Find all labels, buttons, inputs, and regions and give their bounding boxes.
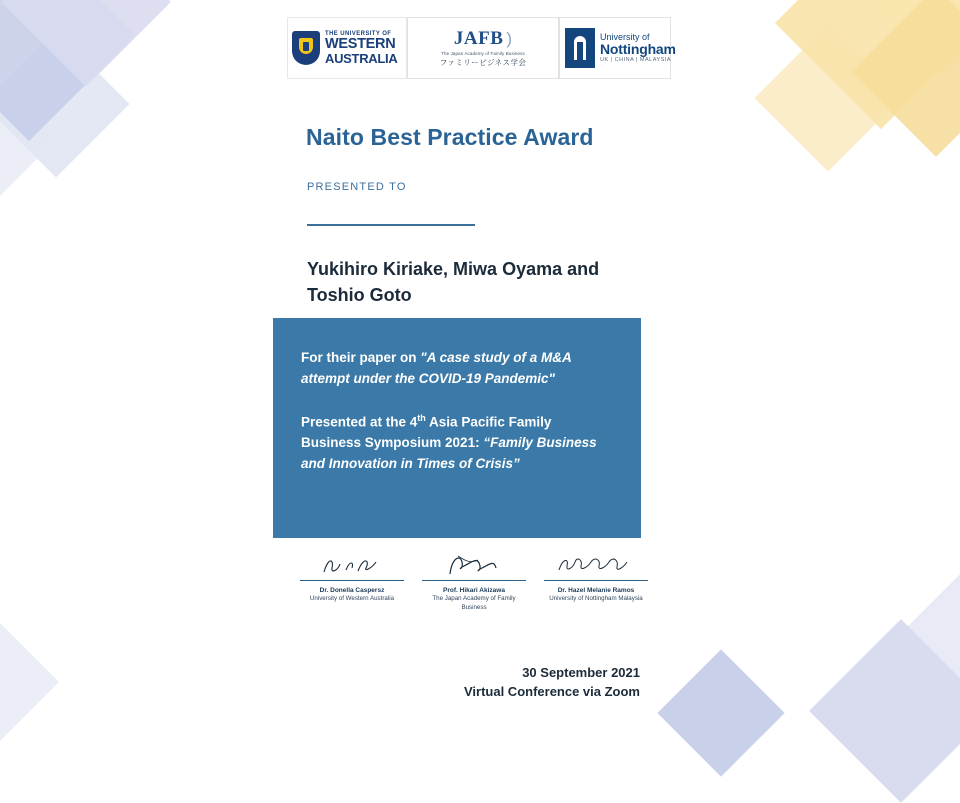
- uwa-logo-line1: THE UNIVERSITY OF: [325, 30, 392, 37]
- page-title: Naito Best Practice Award: [306, 124, 594, 150]
- citation-event-ordinal-suffix: th: [417, 412, 426, 423]
- jafb-swoosh-icon: ): [506, 29, 513, 48]
- signatory-name: Prof. Hikari Akizawa: [443, 587, 505, 594]
- uwa-logo-line3: AUSTRALIA: [325, 50, 398, 66]
- signatory-organisation: The Japan Academy of Family Business: [432, 595, 516, 611]
- uwa-crest-icon: [292, 31, 320, 65]
- jafb-acronym: JAFB: [453, 28, 504, 49]
- signature-line: [422, 580, 526, 581]
- citation-event-theme: “Family Business and Innovation in Times of Crisis”: [301, 435, 597, 472]
- uwa-logo-line2: WESTERN: [325, 36, 396, 53]
- signature-line: [544, 580, 648, 581]
- logo-strip: [287, 17, 676, 79]
- signatory-organisation: University of Nottingham Malaysia: [549, 595, 643, 603]
- jafb-japanese-name: ファミリービジネス学会: [439, 58, 527, 67]
- recipient-names: Yukihiro Kiriake, Miwa Oyama and Toshio Goto: [307, 259, 600, 306]
- signatory-name: Dr. Donella Caspersz: [319, 587, 385, 594]
- nottingham-logo-line3: UK | CHINA | MALAYSIA: [600, 56, 672, 63]
- logo-japan-academy-of-family-business: [407, 17, 559, 79]
- nottingham-logo-line2: Nottingham: [600, 40, 676, 57]
- event-venue: Virtual Conference via Zoom: [463, 683, 640, 699]
- nottingham-crest-icon: [565, 28, 595, 68]
- signatory-organisation: University of Western Australia: [309, 595, 395, 603]
- signature-block: [422, 552, 526, 612]
- signature-row: [300, 552, 648, 612]
- citation-event-prefix: Presented at the 4: [301, 414, 418, 430]
- citation-paper-line: [301, 348, 613, 390]
- signature-mark-icon: [544, 552, 648, 578]
- signature-block: [300, 552, 404, 612]
- signatory-name: Dr. Hazel Melanie Ramos: [557, 587, 635, 594]
- event-date: 30 September 2021: [522, 665, 640, 680]
- divider-rule: [307, 224, 475, 226]
- citation-panel: [273, 318, 641, 538]
- jafb-english-name: The Japan Academy of Family Business: [441, 51, 525, 56]
- signature-line: [300, 580, 404, 581]
- citation-event-line: [301, 412, 613, 475]
- citation-paper-title: "A case study of a M&A attempt under the COVID-19 Pandemic": [301, 350, 572, 386]
- signature-mark-icon: [300, 552, 404, 578]
- citation-paper-prefix: For their paper on: [301, 350, 421, 365]
- logo-university-of-nottingham: [559, 17, 676, 79]
- certificate-footer: [380, 664, 640, 702]
- logo-university-of-western-australia: [287, 17, 407, 79]
- citation-event-middle: Asia Pacific Family Business Symposium 2021:: [301, 414, 552, 451]
- signature-mark-icon: [422, 552, 526, 578]
- presented-to-label: PRESENTED TO: [307, 181, 407, 193]
- signature-block: [544, 552, 648, 612]
- nottingham-logo-line1: University of: [600, 31, 650, 42]
